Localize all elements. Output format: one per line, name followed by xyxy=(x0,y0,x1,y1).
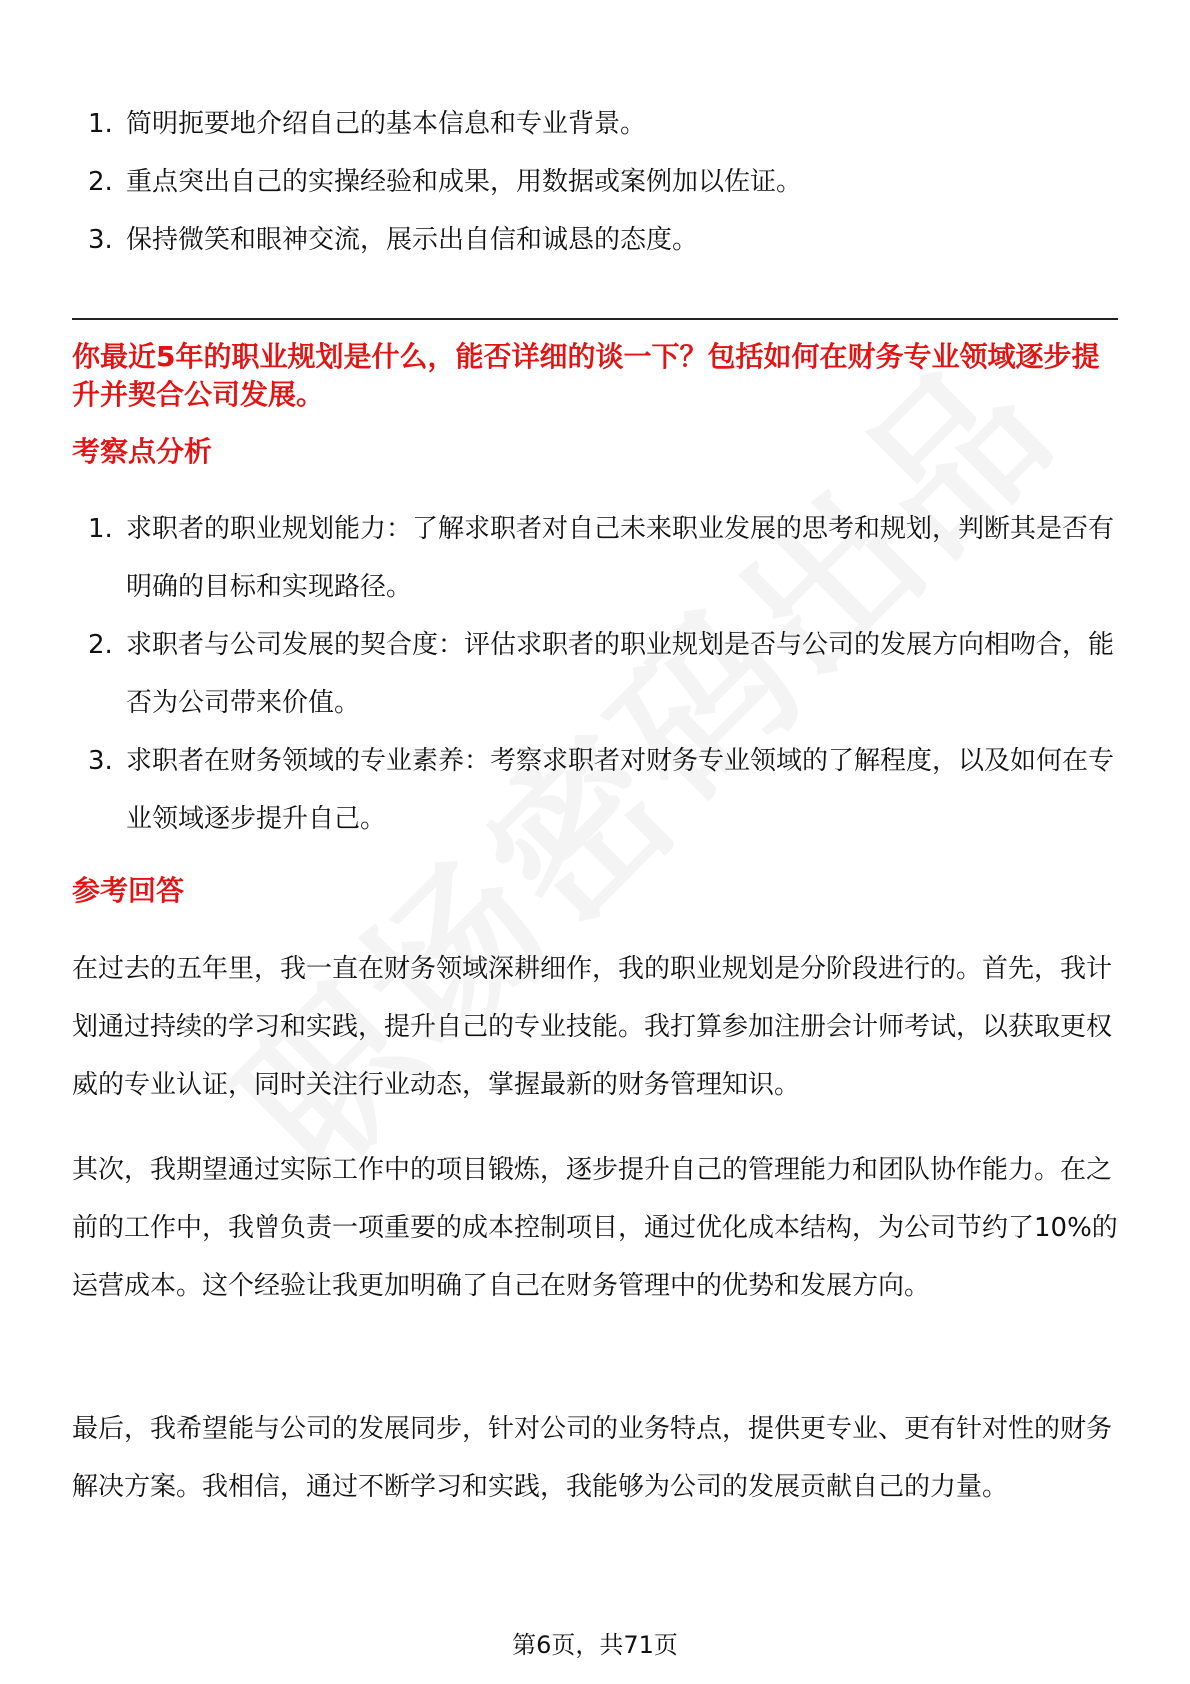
list-item xyxy=(80,153,1120,211)
list-number: 3. xyxy=(88,746,113,776)
list-number: 2. xyxy=(88,630,113,660)
answer-paragraph: 最后，我希望能与公司的发展同步，针对公司的业务特点，提供更专业、更有针对性的财务解决方案。我相信，通过不断学习和实践，我能够为公司的发展贡献自己的力量。 xyxy=(72,1414,1113,1502)
list-text: 求职者的职业规划能力：了解求职者对自己未来职业发展的思考和规划，判断其是否有明确的目标和实现路径。 xyxy=(126,514,1115,602)
answer-paragraph: 在过去的五年里，我一直在财务领域深耕细作，我的职业规划是分阶段进行的。首先，我计划通过持续的学习和实践，提升自己的专业技能。我打算参加注册会计师考试，以获取更权威的专业认证，同时关注行业动态，掌握最新的财务管理知识。 xyxy=(72,954,1113,1100)
question-heading: 你最近5年的职业规划是什么，能否详细的谈一下？包括如何在财务专业领域逐步提升并契合公司发展。 xyxy=(72,340,1100,411)
list-text: 重点突出自己的实操经验和成果，用数据或案例加以佐证。 xyxy=(126,167,803,197)
answer-heading: 参考回答 xyxy=(72,874,185,907)
list-item xyxy=(80,211,1120,269)
list-number: 2. xyxy=(88,167,113,197)
list-text: 简明扼要地介绍自己的基本信息和专业背景。 xyxy=(126,109,647,139)
list-text: 保持微笑和眼神交流，展示出自信和诚恳的态度。 xyxy=(126,225,699,255)
analysis-list xyxy=(80,500,1120,848)
list-number: 1. xyxy=(88,109,113,139)
list-item xyxy=(80,616,1120,732)
list-text: 求职者在财务领域的专业素养：考察求职者对财务专业领域的了解程度，以及如何在专业领域逐步提升自己。 xyxy=(126,746,1115,834)
list-number: 3. xyxy=(88,225,113,255)
answer-paragraph: 其次，我期望通过实际工作中的项目锻炼，逐步提升自己的管理能力和团队协作能力。在之前的工作中，我曾负责一项重要的成本控制项目，通过优化成本结构，为公司节约了10%的运营成本。这个经验让我更加明确了自己在财务管理中的优势和发展方向。 xyxy=(72,1155,1118,1301)
list-item xyxy=(80,732,1120,848)
list-item xyxy=(80,500,1120,616)
list-text: 求职者与公司发展的契合度：评估求职者的职业规划是否与公司的发展方向相吻合，能否为公司带来价值。 xyxy=(126,630,1115,718)
intro-list xyxy=(80,95,1120,269)
divider xyxy=(72,318,1118,320)
page-footer: 第6页，共71页 xyxy=(512,1631,678,1659)
list-item xyxy=(80,95,1120,153)
analysis-heading: 考察点分析 xyxy=(72,435,213,468)
list-number: 1. xyxy=(88,514,113,544)
